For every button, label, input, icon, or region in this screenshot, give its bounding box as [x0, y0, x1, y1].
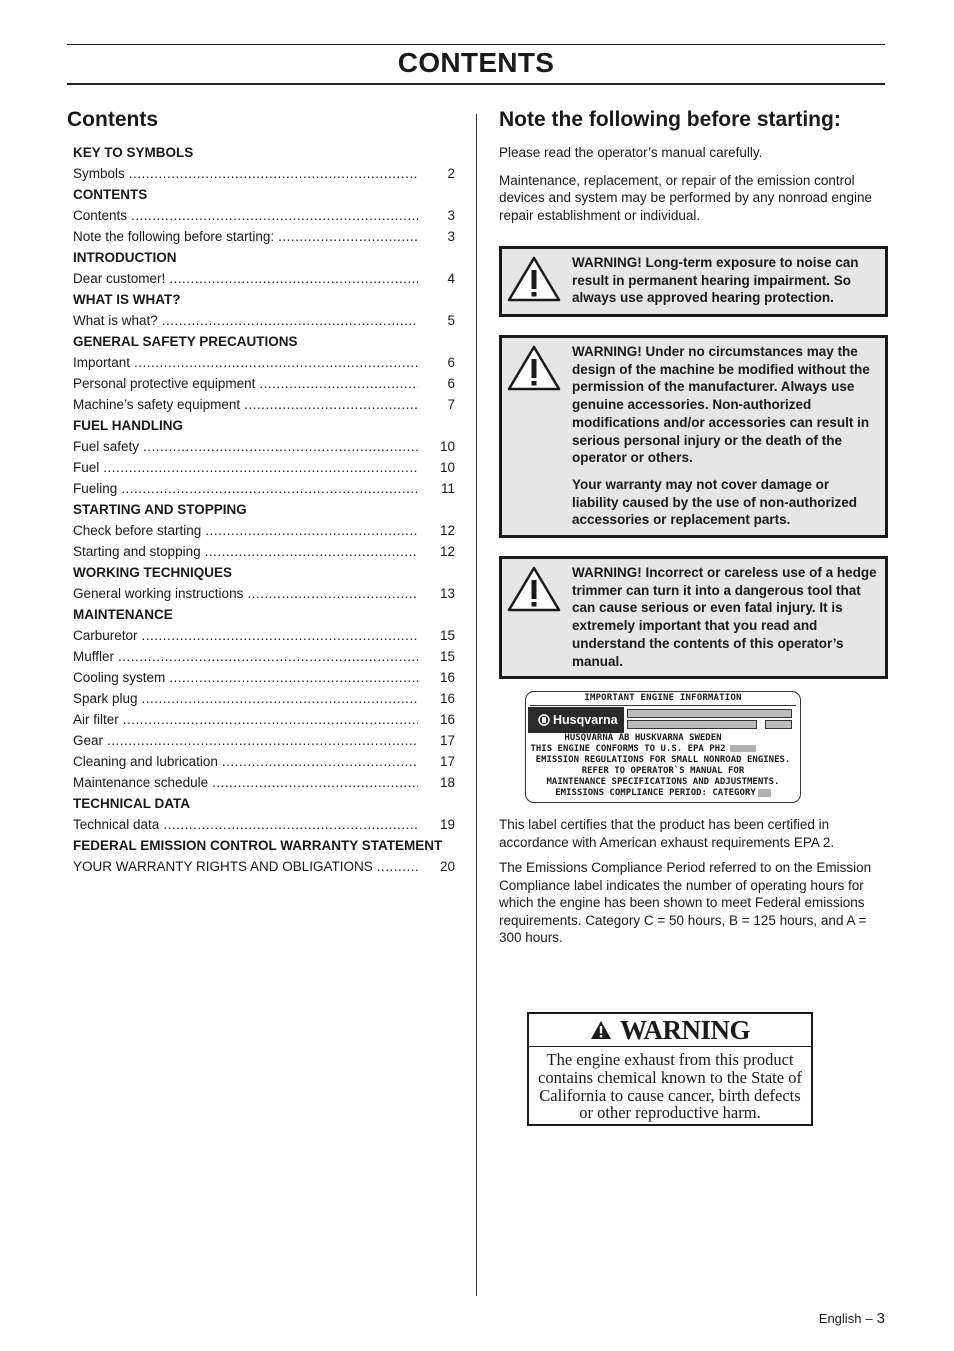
brand-name: Husqvarna	[553, 713, 618, 728]
toc-entry-page: 20	[439, 859, 455, 874]
label-certification-text: This label certifies that the product has been certified in accordance with American exhaust requirements EPA 2.	[499, 817, 835, 850]
dot-leader	[163, 816, 418, 833]
toc-heading: STARTING AND STOPPING	[73, 502, 247, 517]
page-number: 3	[876, 1310, 885, 1327]
toc-entry-page: 15	[439, 649, 455, 664]
label-line: REFER TO OPERATOR`S MANUAL FOR	[581, 766, 745, 777]
intro-text: Please read the operator’s manual carefully.	[499, 145, 763, 160]
compliance-period-text: The Emissions Compliance Period referred to on the Emission Compliance label indicates the number of operating hours for which the engine has been shown to meet Federal emissions requirements. Category C = 50 hours, B = 125 hours, and A = 300 hours.	[499, 860, 872, 946]
toc-entry-label: Dear customer!	[73, 271, 166, 286]
label-line: EMISSION REGULATIONS FOR SMALL NONROAD ENGINES.	[535, 755, 791, 766]
toc-entry-page: 12	[439, 544, 455, 559]
toc-entry-label: Fuel	[73, 460, 100, 475]
prop65-title: WARNING	[619, 1014, 750, 1045]
toc-entry[interactable]	[73, 459, 455, 476]
toc-entry[interactable]	[73, 354, 455, 371]
prop65-text: The engine exhaust from this product contains chemical known to the State of California to cause cancer, birth defects or other reproductive harm.	[538, 1050, 802, 1123]
dot-leader	[118, 648, 418, 665]
toc-heading: CONTENTS	[73, 187, 148, 202]
toc-entry[interactable]	[73, 165, 455, 182]
toc-entry-label: Spark plug	[73, 691, 138, 706]
toc-entry-page: 3	[447, 229, 455, 244]
toc-entry[interactable]	[73, 375, 455, 392]
notes-column	[499, 104, 888, 947]
dot-leader	[162, 312, 418, 329]
toc-entry[interactable]	[73, 270, 455, 287]
toc-heading: WHAT IS WHAT?	[73, 292, 181, 307]
warning-box-noise	[499, 246, 888, 317]
page-title: CONTENTS	[397, 47, 555, 78]
toc-entry-page: 6	[447, 355, 455, 370]
warranty-text: Your warranty may not cover damage or liability caused by the use of non-authorized accessories or replacement parts.	[572, 476, 858, 528]
page-header	[67, 44, 885, 85]
dot-leader	[143, 438, 418, 455]
toc-entry-page: 19	[439, 817, 455, 832]
dot-leader	[247, 585, 418, 602]
toc-entry[interactable]	[73, 480, 455, 497]
warning-triangle-icon	[506, 564, 572, 670]
toc-entry-label: Fuel safety	[73, 439, 140, 454]
dot-leader	[131, 207, 418, 224]
toc-entry-page: 18	[439, 775, 455, 790]
toc-entry-page: 12	[439, 523, 455, 538]
footer-language: English	[818, 1311, 862, 1326]
dot-leader	[103, 459, 418, 476]
toc-entry-page: 15	[439, 628, 455, 643]
warning-text: WARNING! Long-term exposure to noise can result in permanent hearing impairment. So always use approved hearing protection.	[572, 255, 859, 306]
toc-entry-label: Muffler	[73, 649, 115, 664]
dot-leader	[205, 522, 418, 539]
dot-leader	[205, 543, 418, 560]
toc-entry[interactable]	[73, 858, 455, 875]
toc-entry[interactable]	[73, 312, 455, 329]
toc-entry[interactable]	[73, 816, 455, 833]
warning-triangle-icon	[506, 343, 572, 529]
toc-heading: KEY TO SYMBOLS	[73, 145, 194, 160]
toc-entry-label: Contents	[73, 208, 128, 223]
dot-leader	[169, 270, 418, 287]
toc-entry-label: Air filter	[73, 712, 119, 727]
maintenance-note: Maintenance, replacement, or repair of the emission control devices and system may be performed by any nonroad engine repair establishment or individual.	[499, 172, 872, 223]
toc-entry-page: 11	[440, 481, 455, 496]
label-line: EMISSIONS COMPLIANCE PERIOD: CATEGORY	[526, 788, 800, 799]
column-divider	[476, 114, 477, 1296]
label-field	[765, 720, 792, 729]
dot-leader	[259, 375, 418, 392]
table-of-contents	[67, 144, 455, 875]
warning-box-careless-use	[499, 556, 888, 679]
dot-leader	[278, 228, 418, 245]
toc-heading: MAINTENANCE	[73, 607, 173, 622]
husqvarna-logo	[528, 707, 624, 733]
dot-leader	[142, 690, 418, 707]
dot-leader	[142, 627, 418, 644]
toc-heading: INTRODUCTION	[73, 250, 177, 265]
toc-entry-page: 6	[447, 376, 455, 391]
label-field	[627, 709, 792, 718]
toc-heading: FEDERAL EMISSION CONTROL WARRANTY STATEMENT	[73, 838, 443, 853]
california-prop65-warning	[527, 1012, 813, 1126]
warning-triangle-icon	[506, 254, 572, 308]
warning-text: WARNING! Under no circumstances may the design of the machine be modified without the permission of the manufacturer. Always use genuine accessories. Non-authorized modifications and/or accessories can result in serious personal injury or the death of the operator or others.	[572, 344, 870, 466]
toc-entry-page: 7	[447, 397, 455, 412]
dot-leader	[129, 165, 418, 182]
toc-entry-label: What is what?	[73, 313, 158, 328]
dot-leader	[107, 732, 418, 749]
toc-entry[interactable]	[73, 627, 455, 644]
toc-entry[interactable]	[73, 669, 455, 686]
toc-entry[interactable]	[73, 711, 455, 728]
toc-title: Contents	[67, 108, 158, 131]
toc-entry-label: Technical data	[73, 817, 160, 832]
toc-entry[interactable]	[73, 543, 455, 560]
toc-entry[interactable]	[73, 753, 455, 770]
toc-entry-page: 10	[439, 439, 455, 454]
toc-entry-label: Machine’s safety equipment	[73, 397, 241, 412]
toc-entry-label: Carburetor	[73, 628, 138, 643]
dot-leader	[123, 711, 418, 728]
toc-entry[interactable]	[73, 522, 455, 539]
toc-entry-page: 16	[439, 712, 455, 727]
engine-information-label	[525, 691, 801, 803]
toc-entry[interactable]	[73, 648, 455, 665]
warning-box-modification	[499, 335, 888, 538]
toc-column	[67, 104, 455, 875]
dot-leader	[121, 480, 418, 497]
toc-entry[interactable]	[73, 228, 455, 245]
toc-entry-page: 4	[447, 271, 455, 286]
toc-entry-label: Maintenance schedule	[73, 775, 209, 790]
toc-entry-label: Personal protective equipment	[73, 376, 256, 391]
toc-entry-page: 17	[439, 733, 455, 748]
dot-leader	[212, 774, 418, 791]
toc-entry-label: Important	[73, 355, 131, 370]
dot-leader	[134, 354, 418, 371]
label-field	[627, 720, 757, 729]
toc-heading: GENERAL SAFETY PRECAUTIONS	[73, 334, 298, 349]
toc-entry-label: General working instructions	[73, 586, 244, 601]
dot-leader	[244, 396, 418, 413]
label-line: THIS ENGINE CONFORMS TO U.S. EPA PH2	[526, 744, 800, 755]
toc-entry[interactable]	[73, 732, 455, 749]
toc-entry-label: Cleaning and lubrication	[73, 754, 218, 769]
toc-entry-label: Cooling system	[73, 670, 166, 685]
husqvarna-crown-icon	[538, 714, 550, 726]
toc-entry[interactable]	[73, 690, 455, 707]
toc-entry[interactable]	[73, 207, 455, 224]
toc-entry-page: 5	[447, 313, 455, 328]
dot-leader	[169, 669, 418, 686]
page-footer	[819, 1310, 885, 1327]
warning-triangle-icon	[590, 1020, 612, 1040]
toc-entry-label: Symbols	[73, 166, 125, 181]
toc-entry-page: 3	[447, 208, 455, 223]
toc-entry-label: Check before starting	[73, 523, 202, 538]
toc-heading: WORKING TECHNIQUES	[73, 565, 233, 580]
toc-entry-page: 10	[439, 460, 455, 475]
toc-entry-label: Note the following before starting:	[73, 229, 275, 244]
toc-entry-page: 16	[439, 691, 455, 706]
label-line: MAINTENANCE SPECIFICATIONS AND ADJUSTMENTS.	[546, 777, 780, 788]
toc-entry-label: Starting and stopping	[73, 544, 201, 559]
toc-entry-page: 13	[439, 586, 455, 601]
toc-entry[interactable]	[73, 396, 455, 413]
dot-leader	[377, 858, 418, 875]
toc-entry-page: 17	[439, 754, 455, 769]
toc-heading: TECHNICAL DATA	[73, 796, 190, 811]
toc-entry[interactable]	[73, 585, 455, 602]
toc-entry-page: 2	[447, 166, 455, 181]
toc-entry[interactable]	[73, 438, 455, 455]
notes-title: Note the following before starting:	[499, 108, 841, 131]
label-line: HUSQVARNA AB HUSKVARNA SWEDEN	[564, 733, 722, 744]
toc-entry[interactable]	[73, 774, 455, 791]
engine-label-title: IMPORTANT ENGINE INFORMATION	[584, 693, 742, 704]
toc-entry-page: 16	[439, 670, 455, 685]
dot-leader	[222, 753, 418, 770]
footer-dash: –	[865, 1311, 873, 1326]
toc-entry-label: YOUR WARRANTY RIGHTS AND OBLIGATIONS	[73, 859, 373, 874]
toc-entry-label: Fueling	[73, 481, 118, 496]
toc-heading: FUEL HANDLING	[73, 418, 183, 433]
warning-text: WARNING! Incorrect or careless use of a hedge trimmer can turn it into a dangerous tool that can cause serious or even fatal injury. It is extremely important that you read and understand the contents of this operator’s manual.	[572, 565, 877, 669]
toc-entry-label: Gear	[73, 733, 104, 748]
